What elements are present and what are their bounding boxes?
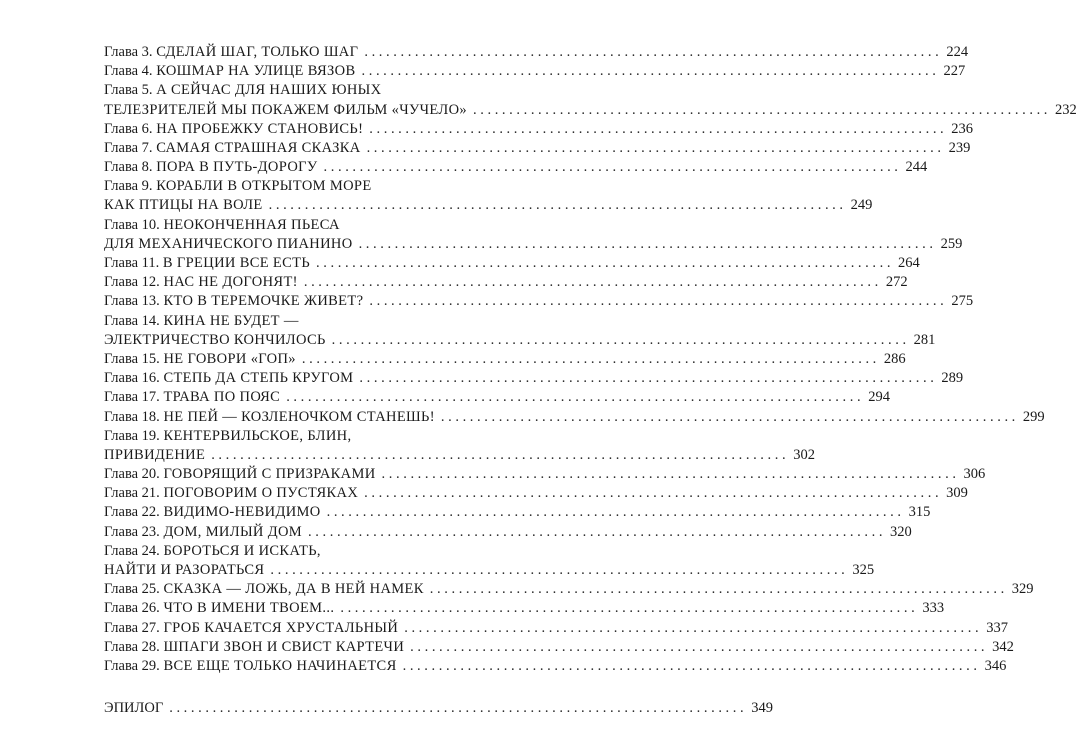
chapter-title: ТРАВА ПО ПОЯС: [163, 389, 281, 406]
page-number: 227: [943, 63, 966, 80]
toc-entry-text: [104, 235, 353, 254]
chapter-title: ДЛЯ МЕХАНИЧЕСКОГО ПИАНИНО: [104, 235, 353, 252]
chapter-title: КАК ПТИЦЫ НА ВОЛЕ: [104, 197, 263, 214]
toc-entry[interactable]: [104, 158, 928, 177]
toc-entry[interactable]: [104, 197, 873, 216]
toc-entry[interactable]: [104, 235, 963, 254]
chapter-title: КОРАБЛИ В ОТКРЫТОМ МОРЕ: [156, 178, 372, 195]
toc-entry[interactable]: [104, 331, 936, 350]
chapter-title: А СЕЙЧАС ДЛЯ НАШИХ ЮНЫХ: [156, 82, 382, 99]
chapter-title: НЕОКОНЧЕННАЯ ПЬЕСА: [163, 216, 340, 233]
page-number: 281: [913, 331, 936, 348]
chapter-label: Глава 17.: [104, 389, 160, 406]
toc-entry-text: [104, 292, 363, 311]
toc-entry-text: [104, 81, 381, 100]
leader-dots: ................................................................................: [301, 350, 880, 367]
leader-dots: ................................................................................: [358, 235, 937, 252]
chapter-label: Глава 4.: [104, 63, 153, 80]
page-number: 320: [890, 523, 912, 540]
chapter-title: ТЕЛЕЗРИТЕЛЕЙ МЫ ПОКАЖЕМ ФИЛЬМ «ЧУЧЕЛО»: [104, 101, 468, 118]
chapter-title: ДОМ, МИЛЫЙ ДОМ: [163, 523, 303, 540]
toc-entry[interactable]: [104, 446, 815, 465]
page-number: 315: [908, 504, 931, 521]
toc-entry-text: [104, 657, 397, 676]
toc-entry[interactable]: [104, 254, 920, 273]
toc-entry[interactable]: [104, 408, 1045, 427]
page-number: 329: [1011, 581, 1034, 598]
toc-entry-text: [104, 350, 296, 369]
toc-entry-text: [104, 542, 321, 561]
chapter-title: БОРОТЬСЯ И ИСКАТЬ,: [163, 542, 321, 559]
chapter-title: ВСЕ ЕЩЕ ТОЛЬКО НАЧИНАЕТСЯ: [163, 657, 397, 674]
leader-dots: ................................................................................: [402, 657, 981, 674]
toc-entry-text: [104, 43, 358, 62]
page-number: 325: [852, 562, 875, 579]
leader-dots: ................................................................................: [440, 408, 1019, 425]
leader-dots: ................................................................................: [410, 638, 989, 655]
toc-entry-text: [104, 446, 205, 465]
leader-dots: ................................................................................: [340, 600, 919, 617]
toc-entry[interactable]: [104, 139, 971, 158]
chapter-label: Глава 14.: [104, 312, 160, 329]
page-number: 299: [1022, 408, 1045, 425]
toc-entry-text: [104, 158, 318, 177]
page-number: 232: [1055, 101, 1077, 118]
leader-dots: ................................................................................: [331, 331, 910, 348]
toc-entry[interactable]: [104, 43, 969, 62]
toc-entry-text: [104, 408, 435, 427]
toc-entry[interactable]: [104, 561, 875, 580]
toc-entry[interactable]: [104, 580, 1034, 599]
chapter-label: Глава 22.: [104, 504, 160, 521]
leader-dots: ................................................................................: [268, 197, 847, 214]
toc-entry-text: [104, 177, 372, 196]
page-number: 249: [850, 197, 873, 214]
leader-dots: ................................................................................: [303, 274, 882, 291]
toc-entry-text: [104, 312, 299, 331]
chapter-title: ПРИВИДЕНИЕ: [104, 446, 206, 463]
toc-entry[interactable]: [104, 619, 1008, 638]
chapter-title: НА ПРОБЕЖКУ СТАНОВИСЬ!: [156, 120, 364, 137]
section-gap: [104, 676, 514, 699]
leader-dots: ................................................................................: [308, 523, 887, 540]
toc-entry[interactable]: [104, 216, 514, 235]
page-number: 294: [868, 389, 890, 406]
page-number: 302: [793, 446, 815, 463]
leader-dots: ................................................................................: [270, 562, 849, 579]
leader-dots: ................................................................................: [211, 446, 790, 463]
chapter-title: ЧТО В ИМЕНИ ТВОЕМ...: [163, 600, 335, 617]
chapter-title: СКАЗКА — ЛОЖЬ, ДА В НЕЙ НАМЕК: [163, 581, 424, 598]
toc-entry[interactable]: [104, 504, 931, 523]
page-number: 236: [951, 120, 974, 137]
toc-entry-text: [104, 638, 404, 657]
toc-entry[interactable]: [104, 177, 514, 196]
leader-dots: ................................................................................: [316, 255, 895, 272]
leader-dots: ................................................................................: [286, 389, 865, 406]
page-number: 333: [922, 600, 945, 617]
toc-entry-text: [104, 273, 298, 292]
chapter-title: ЭЛЕКТРИЧЕСТВО КОНЧИЛОСЬ: [104, 331, 326, 348]
chapter-label: Глава 12.: [104, 274, 160, 291]
toc-entry-epilogue[interactable]: [104, 699, 773, 718]
leader-dots: ................................................................................: [359, 370, 938, 387]
chapter-title: КОШМАР НА УЛИЦЕ ВЯЗОВ: [156, 63, 356, 80]
toc-entry[interactable]: [104, 542, 514, 561]
page-number: 272: [885, 274, 908, 291]
toc-entry[interactable]: [104, 292, 974, 311]
toc-entry-text: [104, 523, 302, 542]
toc-entry[interactable]: [104, 350, 906, 369]
toc-entry-text: [104, 599, 334, 618]
toc-entry-text: [104, 369, 353, 388]
chapter-title: ВИДИМО-НЕВИДИМО: [163, 504, 321, 521]
toc-entry-text: [104, 331, 326, 350]
chapter-title: НЕ ГОВОРИ «ГОП»: [163, 350, 296, 367]
page-number: 264: [898, 255, 920, 272]
chapter-title: САМАЯ СТРАШНАЯ СКАЗКА: [156, 139, 361, 156]
page-number: 346: [984, 657, 1007, 674]
chapter-title: НАЙТИ И РАЗОРАТЬСЯ: [104, 562, 265, 579]
chapter-label: Глава 5.: [104, 82, 153, 99]
leader-dots: ................................................................................: [364, 43, 943, 60]
chapter-label: Глава 21.: [104, 485, 160, 502]
page-number: 275: [951, 293, 974, 310]
chapter-label: Глава 8.: [104, 159, 153, 176]
page-number: 309: [946, 485, 968, 502]
page-number: 306: [963, 466, 986, 483]
leader-dots: ................................................................................: [429, 581, 1008, 598]
toc-entry[interactable]: [104, 388, 890, 407]
toc-entry[interactable]: [104, 465, 986, 484]
toc-entry-text: [104, 580, 424, 599]
epilogue-page-number: 349: [751, 700, 773, 717]
toc-entry-text: [104, 465, 376, 484]
toc-entry-text: [104, 196, 263, 215]
chapter-label: Глава 19.: [104, 427, 160, 444]
chapter-title: СТЕПЬ ДА СТЕПЬ КРУГОМ: [163, 370, 354, 387]
toc-entry[interactable]: [104, 427, 514, 446]
chapter-label: Глава 24.: [104, 542, 160, 559]
toc-entry-text: [104, 254, 310, 273]
table-of-contents: [104, 43, 1077, 718]
leader-dots: ................................................................................: [323, 159, 902, 176]
toc-entry[interactable]: [104, 312, 514, 331]
chapter-label: Глава 13.: [104, 293, 160, 310]
chapter-title: КЕНТЕРВИЛЬСКОЕ, БЛИН,: [163, 427, 352, 444]
chapter-label: Глава 10.: [104, 216, 160, 233]
leader-dots: ................................................................................: [369, 120, 948, 137]
chapter-title: ПОГОВОРИМ О ПУСТЯКАХ: [163, 485, 359, 502]
leader-dots: ................................................................................: [364, 485, 943, 502]
chapter-label: Глава 26.: [104, 600, 160, 617]
chapter-title: КТО В ТЕРЕМОЧКЕ ЖИВЕТ?: [163, 293, 364, 310]
toc-entry[interactable]: [104, 81, 514, 100]
chapter-title: НАС НЕ ДОГОНЯТ!: [163, 274, 298, 291]
chapter-title: СДЕЛАЙ ШАГ, ТОЛЬКО ШАГ: [156, 43, 359, 60]
page-number: 259: [940, 235, 963, 252]
page-number: 239: [948, 139, 971, 156]
chapter-title: КИНА НЕ БУДЕТ —: [163, 312, 299, 329]
chapter-label: Глава 6.: [104, 120, 153, 137]
chapter-label: Глава 28.: [104, 638, 160, 655]
chapter-label: Глава 9.: [104, 178, 153, 195]
epilogue-title: ЭПИЛОГ: [104, 700, 164, 717]
chapter-label: Глава 29.: [104, 657, 160, 674]
chapter-label: Глава 11.: [104, 255, 160, 272]
chapter-title: ШПАГИ ЗВОН И СВИСТ КАРТЕЧИ: [163, 638, 405, 655]
chapter-label: Глава 7.: [104, 139, 153, 156]
chapter-title: ГРОБ КАЧАЕТСЯ ХРУСТАЛЬНЫЙ: [163, 619, 399, 636]
chapter-title: ПОРА В ПУТЬ-ДОРОГУ: [156, 159, 318, 176]
toc-entry[interactable]: [104, 101, 1077, 120]
leader-dots: ................................................................................: [169, 700, 748, 717]
leader-dots: ................................................................................: [326, 504, 905, 521]
page-number: 289: [941, 370, 964, 387]
toc-entries: [104, 43, 1077, 676]
chapter-label: Глава 27.: [104, 619, 160, 636]
toc-entry[interactable]: [104, 369, 964, 388]
leader-dots: ................................................................................: [473, 101, 1052, 118]
leader-dots: ................................................................................: [381, 466, 960, 483]
toc-entry-text: [104, 427, 351, 446]
page-number: 342: [992, 638, 1014, 655]
chapter-title: НЕ ПЕЙ — КОЗЛЕНОЧКОМ СТАНЕШЬ!: [163, 408, 435, 425]
page-number: 286: [883, 350, 906, 367]
toc-entry-text: [104, 619, 398, 638]
toc-entry-text: [104, 139, 361, 158]
toc-entry-text: [104, 101, 467, 120]
chapter-label: Глава 25.: [104, 581, 160, 598]
chapter-title: В ГРЕЦИИ ВСЕ ЕСТЬ: [162, 255, 311, 272]
leader-dots: ................................................................................: [361, 63, 940, 80]
chapter-label: Глава 20.: [104, 466, 160, 483]
toc-entry[interactable]: [104, 273, 908, 292]
toc-entry[interactable]: [104, 523, 912, 542]
leader-dots: ................................................................................: [366, 139, 945, 156]
leader-dots: ................................................................................: [369, 293, 948, 310]
chapter-label: Глава 15.: [104, 350, 160, 367]
toc-entry[interactable]: [104, 638, 1014, 657]
page-number: 224: [946, 43, 969, 60]
page-number: 337: [986, 619, 1008, 636]
toc-entry[interactable]: [104, 599, 945, 618]
toc-entry[interactable]: [104, 120, 974, 139]
leader-dots: ................................................................................: [404, 619, 983, 636]
toc-entry-text: [104, 388, 280, 407]
toc-entry-text: [104, 216, 340, 235]
toc-entry-text: [104, 62, 356, 81]
page-number: 244: [905, 159, 928, 176]
chapter-label: Глава 18.: [104, 408, 160, 425]
toc-entry-text: [104, 561, 264, 580]
toc-entry-text: [104, 484, 358, 503]
toc-entry[interactable]: [104, 657, 1007, 676]
toc-entry-text: [104, 120, 363, 139]
toc-entry[interactable]: [104, 484, 968, 503]
toc-entry-text: [104, 503, 321, 522]
chapter-label: Глава 16.: [104, 370, 160, 387]
chapter-label: Глава 23.: [104, 523, 160, 540]
toc-entry[interactable]: [104, 62, 966, 81]
chapter-title: ГОВОРЯЩИЙ С ПРИЗРАКАМИ: [163, 466, 376, 483]
chapter-label: Глава 3.: [104, 43, 153, 60]
